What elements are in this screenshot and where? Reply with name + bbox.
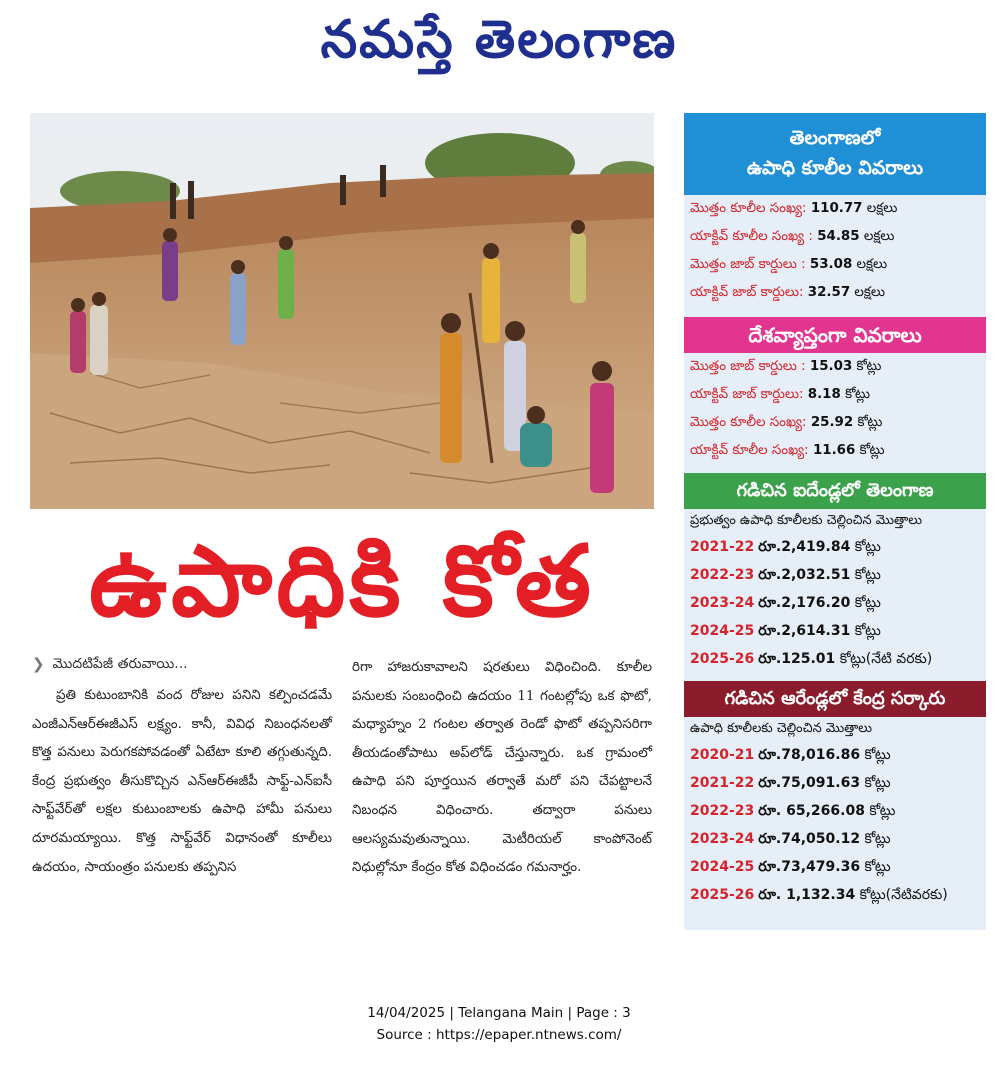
footer: [0, 1002, 998, 1046]
payment-row: [684, 741, 986, 769]
payment-year: 2025-26: [690, 651, 755, 667]
stat-unit: లక్షలు: [863, 229, 895, 244]
payment-unit: కోట్లు(నేటి వరకు): [839, 651, 933, 667]
stat-value: 53.08: [809, 257, 853, 272]
payment-row: [684, 853, 986, 881]
continuation-note: [32, 654, 188, 674]
payment-amount: రూ.75,091.63: [758, 775, 861, 791]
payment-year: 2023-24: [690, 595, 755, 611]
footer-source[interactable]: Source : https://epaper.ntnews.com/: [376, 1027, 622, 1043]
payment-unit: కోట్లు: [864, 859, 891, 875]
payment-amount: రూ. 65,266.08: [758, 803, 865, 819]
stat-unit: కోట్లు: [856, 359, 882, 374]
telangana-stats-title-1: తెలంగాణలో: [789, 127, 881, 149]
state-payments-header: గడిచిన ఐదేండ్లలో తెలంగాణ: [684, 473, 986, 509]
payment-year: 2021-22: [690, 775, 755, 791]
stat-row: [684, 279, 986, 307]
stat-row: [684, 251, 986, 279]
stat-value: 25.92: [810, 415, 854, 430]
stat-label: మొత్తం కూలీల సంఖ్య:: [690, 415, 807, 430]
stat-unit: కోట్లు: [857, 415, 883, 430]
state-payments-list: [684, 533, 986, 673]
payment-row: [684, 533, 986, 561]
payment-unit: కోట్లు: [864, 831, 891, 847]
payment-row: [684, 561, 986, 589]
article-column-2: [352, 654, 652, 883]
stat-value: 110.77: [810, 201, 863, 216]
stat-label: మొత్తం కూలీల సంఖ్య:: [690, 201, 807, 216]
stat-label: మొత్తం జాబ్ కార్డులు :: [690, 257, 806, 272]
telangana-stats-header: [684, 113, 986, 195]
payment-year: 2022-23: [690, 567, 755, 583]
stat-row: [684, 409, 986, 437]
payment-row: [684, 769, 986, 797]
centre-payments-header: గడిచిన ఆరేండ్లలో కేంద్ర సర్కారు: [684, 681, 986, 717]
payment-year: 2024-25: [690, 859, 755, 875]
payment-row: [684, 645, 986, 673]
article-column-1: [32, 682, 332, 882]
payment-year: 2021-22: [690, 539, 755, 555]
stat-value: 32.57: [807, 285, 851, 300]
payment-year: 2024-25: [690, 623, 755, 639]
payment-row: [684, 825, 986, 853]
telangana-stats-list: [684, 195, 986, 307]
stat-unit: కోట్లు: [845, 387, 870, 402]
payment-unit: కోట్లు: [854, 567, 881, 583]
payment-unit: కోట్లు: [854, 539, 881, 555]
article-text-1: ప్రతి కుటుంబానికి వంద రోజుల పనిని కల్పించడమే ఎంజీఎన్ఆర్ఈజీఎస్ లక్ష్యం. కానీ, వివిధ నిబంధనలతో కొత్త పనులు పెరుగకపోవడంతో ఏటేటా కూలి తగ్గుతున్నది. కేంద్ర ప్రభుత్వం తీసుకొచ్చిన ఎన్ఆర్ఈజీపీ సాఫ్ట్-ఎన్ఐసీ సాఫ్ట్‌వేర్‌తో లక్షల కుటుంబాలకు ఉపాధి హామీ పనులు దూరమయ్యాయి. కొత్త సాఫ్ట్‌వేర్ విధానంతో కూలీలు ఉదయం, సాయంత్రం పనులకు తప్పనిస: [32, 688, 332, 875]
footer-date-edition: 14/04/2025 | Telangana Main | Page : 3: [367, 1005, 631, 1021]
stat-label: యాక్టివ్ కూలీల సంఖ్య :: [690, 229, 813, 244]
payment-year: 2022-23: [690, 803, 755, 819]
payment-amount: రూ.2,614.31: [758, 623, 851, 639]
payment-unit: కోట్లు: [864, 775, 891, 791]
national-stats-list: [684, 353, 986, 465]
article-text-2: రిగా హాజరుకావాలని షరతులు విధించింది. కూలీల పనులకు సంబంధించి ఉదయం 11 గంటల్లోపు ఒక ఫొటో, మధ్యాహ్నం 2 గంటల తర్వాత రెండో ఫొటో తప్పనిసరిగా తీయడంతోపాటు అప్‌లోడ్ చేస్తున్నారు. ఒక గ్రామంలో ఉపాధి పని పూర్తయిన తర్వాతే మరో పని చేపట్టాలనే నిబంధన విధించారు. తద్వారా పనులు ఆలస్యమవుతున్నాయి. మెటీరియల్ కాంపోనెంట్ నిధుల్లోనూ కేంద్రం కోత విధించడం గమనార్హం.: [352, 660, 652, 876]
stat-row: [684, 223, 986, 251]
payment-unit: కోట్లు(నేటివరకు): [859, 887, 948, 903]
payment-row: [684, 881, 986, 909]
payment-amount: రూ.74,050.12: [758, 831, 861, 847]
centre-payments-list: [684, 741, 986, 909]
headline: ఉపాధికి కోత: [88, 525, 596, 639]
stat-label: మొత్తం జాబ్ కార్డులు :: [690, 359, 806, 374]
continuation-label: మొదటిపేజీ తరువాయి...: [52, 656, 188, 672]
payment-row: [684, 589, 986, 617]
stat-row: [684, 437, 986, 465]
stat-value: 8.18: [807, 387, 841, 402]
stats-sidebar: [684, 113, 986, 930]
stat-label: యాక్టివ్ జాబ్ కార్డులు:: [690, 387, 804, 402]
payment-amount: రూ.78,016.86: [758, 747, 861, 763]
stat-value: 15.03: [809, 359, 853, 374]
payment-unit: కోట్లు: [869, 803, 896, 819]
stat-unit: లక్షలు: [854, 285, 886, 300]
payment-row: [684, 797, 986, 825]
stat-unit: లక్షలు: [866, 201, 898, 216]
stat-label: యాక్టివ్ జాబ్ కార్డులు:: [690, 285, 804, 300]
stat-row: [684, 353, 986, 381]
payment-amount: రూ.2,419.84: [758, 539, 851, 555]
workers-field-illustration: [30, 113, 654, 509]
stat-label: యాక్టివ్ కూలీల సంఖ్య:: [690, 443, 809, 458]
payment-unit: కోట్లు: [864, 747, 891, 763]
stat-row: [684, 381, 986, 409]
chevron-right-icon: ❯: [32, 655, 45, 673]
centre-payments-subtitle: ఉపాధి కూలీలకు చెల్లించిన మొత్తాలు: [690, 721, 873, 736]
stat-unit: కోట్లు: [859, 443, 885, 458]
payment-row: [684, 617, 986, 645]
payment-unit: కోట్లు: [854, 623, 881, 639]
news-photo: [30, 113, 654, 509]
payment-amount: రూ.2,032.51: [758, 567, 851, 583]
stat-row: [684, 195, 986, 223]
payment-amount: రూ.2,176.20: [758, 595, 851, 611]
national-stats-header: దేశవ్యాప్తంగా వివరాలు: [684, 317, 986, 353]
stat-value: 54.85: [817, 229, 860, 244]
stat-value: 11.66: [812, 443, 856, 458]
payment-year: 2020-21: [690, 747, 755, 763]
stat-unit: లక్షలు: [856, 257, 888, 272]
payment-amount: రూ.73,479.36: [758, 859, 861, 875]
payment-amount: రూ.125.01: [758, 651, 836, 667]
payment-amount: రూ. 1,132.34: [758, 887, 856, 903]
payment-unit: కోట్లు: [854, 595, 881, 611]
payment-year: 2025-26: [690, 887, 755, 903]
state-payments-subtitle: ప్రభుత్వం ఉపాధి కూలీలకు చెల్లించిన మొత్తాలు: [690, 513, 922, 528]
masthead-title: నమస్తే తెలంగాణ: [320, 10, 678, 70]
payment-year: 2023-24: [690, 831, 755, 847]
telangana-stats-title-2: ఉపాధి కూలీల వివరాలు: [746, 157, 924, 179]
